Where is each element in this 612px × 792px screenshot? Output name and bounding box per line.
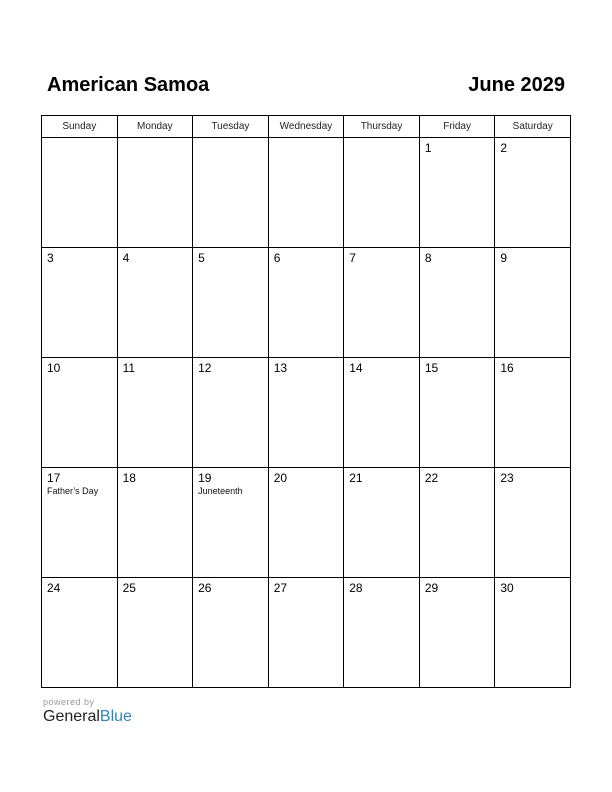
day-cell — [344, 248, 420, 358]
day-number: 22 — [424, 471, 439, 485]
day-number: 2 — [500, 141, 508, 155]
day-cell — [495, 248, 571, 358]
country-title: American Samoa — [47, 73, 210, 96]
powered-by-text: powered by — [43, 697, 95, 707]
month-year-title: June 2029 — [468, 73, 565, 96]
day-number: 12 — [198, 361, 212, 375]
day-number: 17 — [47, 471, 61, 485]
day-cell — [268, 248, 344, 358]
day-number: 26 — [198, 581, 212, 595]
day-number: 24 — [47, 581, 61, 595]
day-number: 25 — [122, 581, 136, 595]
day-number: 27 — [273, 581, 288, 595]
week-row — [42, 138, 571, 248]
day-cell — [344, 578, 420, 688]
day-cell — [268, 578, 344, 688]
day-cell — [268, 358, 344, 468]
day-cell — [42, 578, 118, 688]
footer-branding — [43, 697, 132, 726]
day-cell — [193, 578, 269, 688]
day-cell — [268, 138, 344, 248]
day-number: 19 — [198, 471, 212, 485]
day-cell — [495, 138, 571, 248]
day-cell — [495, 358, 571, 468]
day-number: 23 — [500, 471, 514, 485]
weekday-monday: Monday — [117, 116, 193, 138]
week-row — [42, 248, 571, 358]
day-cell — [117, 138, 193, 248]
day-number: 6 — [273, 251, 281, 265]
day-cell — [42, 138, 118, 248]
day-number: 1 — [424, 141, 432, 155]
day-number: 3 — [47, 251, 54, 265]
day-number: 11 — [122, 361, 136, 375]
day-number: 10 — [47, 361, 61, 375]
day-number: 18 — [122, 471, 136, 485]
day-cell — [419, 248, 495, 358]
holiday-label: Juneteenth — [198, 486, 243, 496]
day-number: 21 — [349, 471, 363, 485]
weekday-friday: Friday — [419, 116, 495, 138]
brand-blue-text: Blue — [99, 708, 132, 725]
day-cell — [42, 468, 118, 578]
week-row — [42, 468, 571, 578]
day-cell — [419, 578, 495, 688]
day-cell — [344, 358, 420, 468]
day-number: 28 — [349, 581, 363, 595]
day-number: 9 — [500, 251, 508, 265]
weekday-header-row — [42, 116, 571, 138]
day-cell — [419, 468, 495, 578]
day-number: 29 — [424, 581, 439, 595]
day-number: 13 — [273, 361, 288, 375]
day-cell — [117, 248, 193, 358]
day-number: 30 — [500, 581, 514, 595]
day-cell — [117, 468, 193, 578]
day-cell — [193, 138, 269, 248]
day-number: 7 — [349, 251, 356, 265]
week-row — [42, 358, 571, 468]
day-cell — [117, 358, 193, 468]
day-number: 15 — [424, 361, 439, 375]
day-number: 8 — [424, 251, 432, 265]
day-cell — [193, 248, 269, 358]
day-cell — [419, 138, 495, 248]
day-cell — [42, 248, 118, 358]
day-cell — [193, 468, 269, 578]
day-cell — [344, 468, 420, 578]
day-cell — [419, 358, 495, 468]
day-cell — [193, 358, 269, 468]
day-cell — [344, 138, 420, 248]
day-number: 14 — [349, 361, 363, 375]
day-cell — [117, 578, 193, 688]
day-cell — [268, 468, 344, 578]
calendar-grid — [41, 115, 571, 688]
weekday-wednesday: Wednesday — [268, 116, 344, 138]
day-cell — [495, 578, 571, 688]
day-number: 16 — [500, 361, 514, 375]
weekday-thursday: Thursday — [344, 116, 420, 138]
weekday-tuesday: Tuesday — [193, 116, 269, 138]
weekday-saturday: Saturday — [495, 116, 571, 138]
day-number: 4 — [122, 251, 130, 265]
day-number: 20 — [273, 471, 288, 485]
generalblue-logo — [43, 708, 132, 726]
day-cell — [42, 358, 118, 468]
week-row — [42, 578, 571, 688]
calendar-header — [47, 70, 565, 100]
brand-general-text: General — [43, 708, 100, 725]
weekday-sunday: Sunday — [42, 116, 118, 138]
day-number: 5 — [198, 251, 205, 265]
day-cell — [495, 468, 571, 578]
holiday-label: Father’s Day — [47, 486, 99, 496]
